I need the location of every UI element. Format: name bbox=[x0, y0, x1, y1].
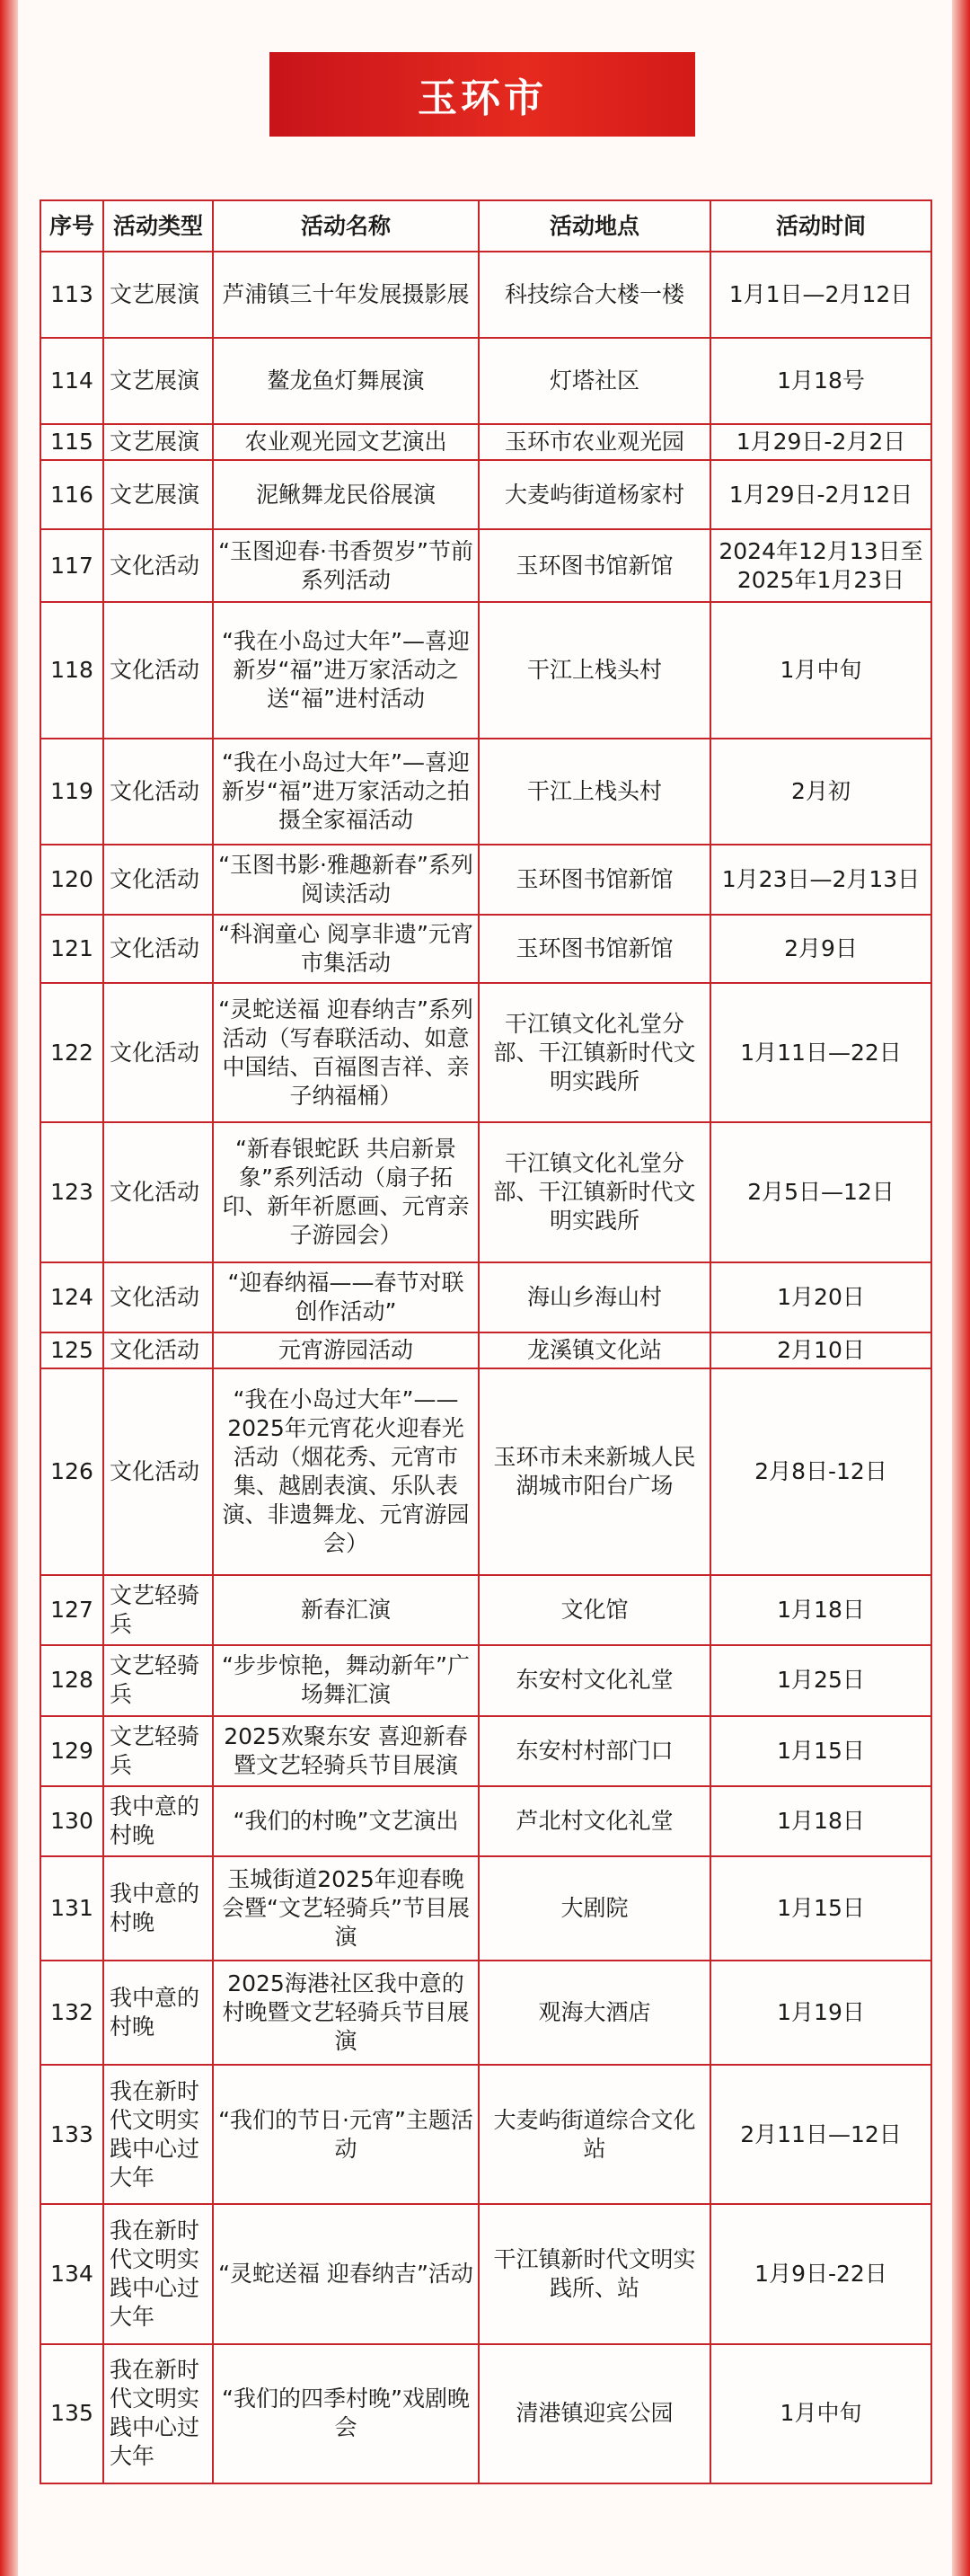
cell-time: 1月29日-2月2日 bbox=[710, 424, 931, 460]
cell-no: 123 bbox=[40, 1122, 103, 1261]
cell-no: 127 bbox=[40, 1575, 103, 1645]
cell-place: 玉环图书馆新馆 bbox=[479, 915, 710, 983]
cell-name: “科润童心 阅享非遗”元宵市集活动 bbox=[213, 915, 479, 983]
cell-place: 东安村文化礼堂 bbox=[479, 1645, 710, 1715]
cell-type: 我在新时代文明实践中心过大年 bbox=[103, 2204, 213, 2343]
cell-time: 1月25日 bbox=[710, 1645, 931, 1715]
cell-no: 133 bbox=[40, 2065, 103, 2204]
cell-no: 119 bbox=[40, 739, 103, 845]
cell-name: “我在小岛过大年”——2025年元宵花火迎春光活动（烟花秀、元宵市集、越剧表演、乐队表演、非遗舞龙、元宵游园会） bbox=[213, 1368, 479, 1575]
cell-place: 芦北村文化礼堂 bbox=[479, 1786, 710, 1856]
table-row bbox=[40, 1332, 931, 1368]
cell-time: 2月11日—12日 bbox=[710, 2065, 931, 2204]
cell-place: 干江上栈头村 bbox=[479, 602, 710, 739]
cell-time: 1月18日 bbox=[710, 1575, 931, 1645]
table-row bbox=[40, 845, 931, 915]
cell-place: 观海大酒店 bbox=[479, 1961, 710, 2065]
cell-no: 121 bbox=[40, 915, 103, 983]
table-row bbox=[40, 915, 931, 983]
cell-name: 玉城街道2025年迎春晚会暨“文艺轻骑兵”节目展演 bbox=[213, 1856, 479, 1961]
cell-name: “玉图迎春·书香贺岁”节前系列活动 bbox=[213, 529, 479, 601]
cell-type: 文化活动 bbox=[103, 983, 213, 1122]
cell-place: 大剧院 bbox=[479, 1856, 710, 1961]
table-row bbox=[40, 1716, 931, 1786]
cell-name: 泥鳅舞龙民俗展演 bbox=[213, 460, 479, 529]
cell-no: 125 bbox=[40, 1332, 103, 1368]
cell-type: 文化活动 bbox=[103, 1122, 213, 1261]
table-row bbox=[40, 424, 931, 460]
table-row bbox=[40, 1786, 931, 1856]
cell-type: 文化活动 bbox=[103, 915, 213, 983]
cell-time: 2月10日 bbox=[710, 1332, 931, 1368]
cell-no: 124 bbox=[40, 1262, 103, 1332]
cell-place: 大麦屿街道杨家村 bbox=[479, 460, 710, 529]
table-row bbox=[40, 739, 931, 845]
cell-name: “灵蛇送福 迎春纳吉”系列活动（写春联活动、如意中国结、百福图吉祥、亲子纳福桶） bbox=[213, 983, 479, 1122]
cell-place: 玉环图书馆新馆 bbox=[479, 529, 710, 601]
cell-place: 玉环市未来新城人民湖城市阳台广场 bbox=[479, 1368, 710, 1575]
cell-type: 文艺展演 bbox=[103, 338, 213, 424]
table-row bbox=[40, 2065, 931, 2204]
cell-place: 文化馆 bbox=[479, 1575, 710, 1645]
table-row bbox=[40, 1262, 931, 1332]
cell-no: 132 bbox=[40, 1961, 103, 2065]
cell-place: 东安村村部门口 bbox=[479, 1716, 710, 1786]
activity-table bbox=[40, 199, 932, 2484]
table-header-row bbox=[40, 200, 931, 252]
cell-no: 120 bbox=[40, 845, 103, 915]
cell-time: 1月20日 bbox=[710, 1262, 931, 1332]
cell-type: 文艺轻骑兵 bbox=[103, 1575, 213, 1645]
table-row bbox=[40, 338, 931, 424]
table-row bbox=[40, 983, 931, 1122]
cell-type: 我在新时代文明实践中心过大年 bbox=[103, 2065, 213, 2204]
table-row bbox=[40, 1122, 931, 1261]
cell-time: 1月29日-2月12日 bbox=[710, 460, 931, 529]
left-border-decoration bbox=[0, 0, 18, 2576]
cell-no: 113 bbox=[40, 252, 103, 338]
cell-type: 文化活动 bbox=[103, 1262, 213, 1332]
cell-name: “步步惊艳，舞动新年”广场舞汇演 bbox=[213, 1645, 479, 1715]
cell-time: 1月11日—22日 bbox=[710, 983, 931, 1122]
cell-name: “迎春纳福——春节对联创作活动” bbox=[213, 1262, 479, 1332]
cell-time: 1月23日—2月13日 bbox=[710, 845, 931, 915]
table-row bbox=[40, 2344, 931, 2483]
cell-type: 文艺展演 bbox=[103, 460, 213, 529]
cell-place: 龙溪镇文化站 bbox=[479, 1332, 710, 1368]
cell-type: 我在新时代文明实践中心过大年 bbox=[103, 2344, 213, 2483]
cell-no: 118 bbox=[40, 602, 103, 739]
cell-no: 116 bbox=[40, 460, 103, 529]
cell-name: “我们的节日·元宵”主题活动 bbox=[213, 2065, 479, 2204]
cell-name: “我们的四季村晚”戏剧晚会 bbox=[213, 2344, 479, 2483]
cell-place: 科技综合大楼一楼 bbox=[479, 252, 710, 338]
cell-time: 1月19日 bbox=[710, 1961, 931, 2065]
cell-name: 鳌龙鱼灯舞展演 bbox=[213, 338, 479, 424]
cell-type: 我中意的村晚 bbox=[103, 1786, 213, 1856]
table-row bbox=[40, 529, 931, 601]
cell-place: 玉环市农业观光园 bbox=[479, 424, 710, 460]
cell-place: 海山乡海山村 bbox=[479, 1262, 710, 1332]
cell-type: 文艺轻骑兵 bbox=[103, 1716, 213, 1786]
cell-no: 126 bbox=[40, 1368, 103, 1575]
cell-time: 2024年12月13日至2025年1月23日 bbox=[710, 529, 931, 601]
table-row bbox=[40, 252, 931, 338]
cell-time: 2月8日-12日 bbox=[710, 1368, 931, 1575]
cell-place: 干江镇文化礼堂分部、干江镇新时代文明实践所 bbox=[479, 983, 710, 1122]
cell-time: 1月18号 bbox=[710, 338, 931, 424]
header-place: 活动地点 bbox=[479, 200, 710, 252]
cell-no: 130 bbox=[40, 1786, 103, 1856]
cell-time: 2月9日 bbox=[710, 915, 931, 983]
cell-no: 128 bbox=[40, 1645, 103, 1715]
cell-type: 我中意的村晚 bbox=[103, 1961, 213, 2065]
cell-no: 122 bbox=[40, 983, 103, 1122]
cell-name: 2025海港社区我中意的村晚暨文艺轻骑兵节目展演 bbox=[213, 1961, 479, 2065]
cell-no: 134 bbox=[40, 2204, 103, 2343]
table-row bbox=[40, 1368, 931, 1575]
cell-no: 131 bbox=[40, 1856, 103, 1961]
table-row bbox=[40, 2204, 931, 2343]
cell-name: “灵蛇送福 迎春纳吉”活动 bbox=[213, 2204, 479, 2343]
cell-name: “玉图书影·雅趣新春”系列阅读活动 bbox=[213, 845, 479, 915]
cell-name: 2025欢聚东安 喜迎新春暨文艺轻骑兵节目展演 bbox=[213, 1716, 479, 1786]
cell-type: 我中意的村晚 bbox=[103, 1856, 213, 1961]
cell-name: 芦浦镇三十年发展摄影展 bbox=[213, 252, 479, 338]
cell-place: 灯塔社区 bbox=[479, 338, 710, 424]
cell-name: 新春汇演 bbox=[213, 1575, 479, 1645]
table-row bbox=[40, 602, 931, 739]
header-no: 序号 bbox=[40, 200, 103, 252]
cell-type: 文艺轻骑兵 bbox=[103, 1645, 213, 1715]
cell-no: 135 bbox=[40, 2344, 103, 2483]
header-name: 活动名称 bbox=[213, 200, 479, 252]
cell-place: 清港镇迎宾公园 bbox=[479, 2344, 710, 2483]
table-row bbox=[40, 1575, 931, 1645]
cell-time: 1月15日 bbox=[710, 1856, 931, 1961]
cell-time: 1月1日—2月12日 bbox=[710, 252, 931, 338]
cell-place: 干江镇文化礼堂分部、干江镇新时代文明实践所 bbox=[479, 1122, 710, 1261]
cell-name: “我们的村晚”文艺演出 bbox=[213, 1786, 479, 1856]
table-row bbox=[40, 460, 931, 529]
cell-no: 117 bbox=[40, 529, 103, 601]
cell-name: “我在小岛过大年”—喜迎新岁“福”进万家活动之送“福”进村活动 bbox=[213, 602, 479, 739]
cell-type: 文艺展演 bbox=[103, 252, 213, 338]
cell-no: 114 bbox=[40, 338, 103, 424]
cell-no: 115 bbox=[40, 424, 103, 460]
cell-place: 玉环图书馆新馆 bbox=[479, 845, 710, 915]
cell-time: 1月18日 bbox=[710, 1786, 931, 1856]
cell-type: 文化活动 bbox=[103, 1368, 213, 1575]
header-type: 活动类型 bbox=[103, 200, 213, 252]
cell-type: 文化活动 bbox=[103, 529, 213, 601]
cell-type: 文化活动 bbox=[103, 602, 213, 739]
cell-name: “我在小岛过大年”—喜迎新岁“福”进万家活动之拍摄全家福活动 bbox=[213, 739, 479, 845]
table-row bbox=[40, 1961, 931, 2065]
cell-time: 2月5日—12日 bbox=[710, 1122, 931, 1261]
cell-place: 干江镇新时代文明实践所、站 bbox=[479, 2204, 710, 2343]
cell-type: 文化活动 bbox=[103, 1332, 213, 1368]
cell-name: “新春银蛇跃 共启新景象”系列活动（扇子拓印、新年祈愿画、元宵亲子游园会） bbox=[213, 1122, 479, 1261]
cell-type: 文化活动 bbox=[103, 845, 213, 915]
cell-time: 1月15日 bbox=[710, 1716, 931, 1786]
cell-no: 129 bbox=[40, 1716, 103, 1786]
cell-name: 农业观光园文艺演出 bbox=[213, 424, 479, 460]
cell-time: 1月中旬 bbox=[710, 2344, 931, 2483]
table-row bbox=[40, 1645, 931, 1715]
page-title: 玉环市 bbox=[269, 52, 695, 137]
header-time: 活动时间 bbox=[710, 200, 931, 252]
cell-time: 1月9日-22日 bbox=[710, 2204, 931, 2343]
right-border-decoration bbox=[952, 0, 970, 2576]
cell-type: 文艺展演 bbox=[103, 424, 213, 460]
cell-place: 大麦屿街道综合文化站 bbox=[479, 2065, 710, 2204]
cell-type: 文化活动 bbox=[103, 739, 213, 845]
cell-name: 元宵游园活动 bbox=[213, 1332, 479, 1368]
table-row bbox=[40, 1856, 931, 1961]
cell-time: 2月初 bbox=[710, 739, 931, 845]
cell-place: 干江上栈头村 bbox=[479, 739, 710, 845]
cell-time: 1月中旬 bbox=[710, 602, 931, 739]
